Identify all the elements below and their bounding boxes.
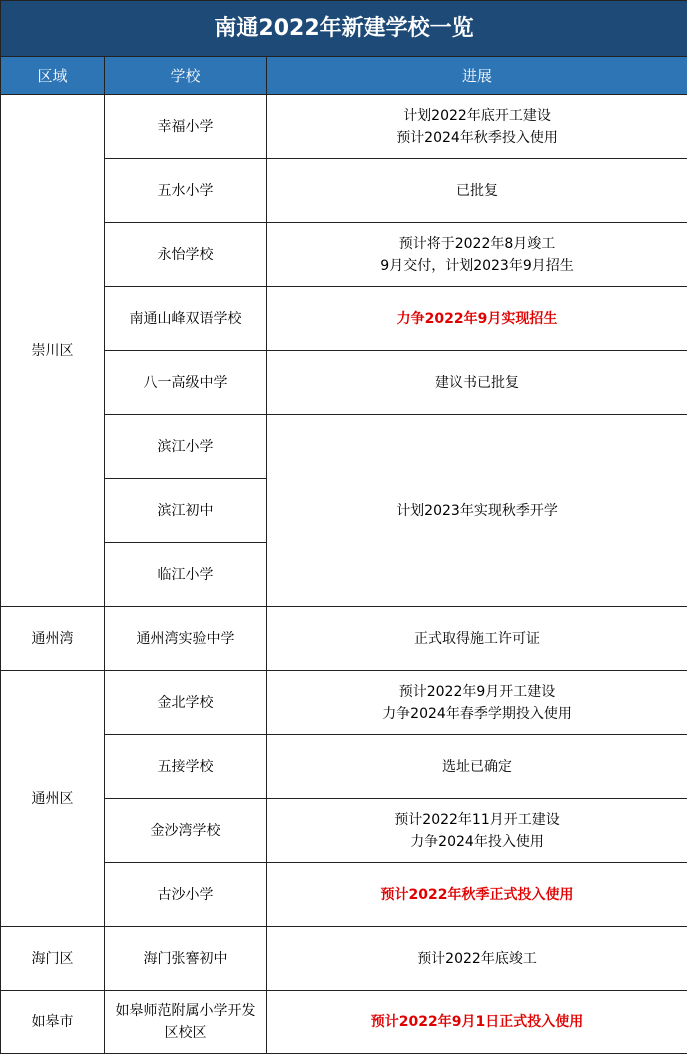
school-cell: 古沙小学 (105, 863, 267, 927)
school-cell: 海门张謇初中 (105, 927, 267, 991)
table-row (1, 95, 687, 159)
progress-line: 预计2022年11月开工建设 (394, 811, 560, 828)
school-cell: 五接学校 (105, 735, 267, 799)
table-row (1, 671, 687, 735)
progress-line: 力争2024年投入使用 (410, 833, 544, 850)
school-cell: 永怡学校 (105, 223, 267, 287)
school-cell: 滨江初中 (105, 479, 267, 543)
progress-line: 计划2022年底开工建设 (403, 107, 551, 124)
progress-line: 预计2024年秋季投入使用 (396, 129, 558, 146)
progress-cell (267, 799, 687, 863)
progress-cell: 建议书已批复 (267, 351, 687, 415)
school-cell: 八一高级中学 (105, 351, 267, 415)
school-cell: 南通山峰双语学校 (105, 287, 267, 351)
progress-cell-highlight: 预计2022年秋季正式投入使用 (267, 863, 687, 927)
school-cell: 滨江小学 (105, 415, 267, 479)
school-cell: 通州湾实验中学 (105, 607, 267, 671)
region-cell: 崇川区 (1, 95, 105, 607)
progress-cell: 已批复 (267, 159, 687, 223)
school-cell: 金沙湾学校 (105, 799, 267, 863)
progress-line: 预计将于2022年8月竣工 (398, 235, 556, 252)
progress-cell-highlight: 力争2022年9月实现招生 (267, 287, 687, 351)
progress-cell (267, 223, 687, 287)
region-cell: 通州区 (1, 671, 105, 927)
region-cell: 海门区 (1, 927, 105, 991)
school-cell: 金北学校 (105, 671, 267, 735)
table-row (1, 927, 687, 991)
table-row (1, 991, 687, 1054)
progress-cell: 计划2023年实现秋季开学 (267, 415, 687, 607)
progress-line: 预计2022年9月开工建设 (398, 683, 556, 700)
table-row (1, 607, 687, 671)
progress-cell: 预计2022年底竣工 (267, 927, 687, 991)
progress-cell: 选址已确定 (267, 735, 687, 799)
table-title: 南通2022年新建学校一览 (1, 1, 687, 57)
progress-line: 力争2024年春季学期投入使用 (382, 705, 572, 722)
progress-line: 9月交付，计划2023年9月招生 (380, 257, 574, 274)
school-cell: 五水小学 (105, 159, 267, 223)
region-cell: 如皋市 (1, 991, 105, 1054)
progress-cell: 正式取得施工许可证 (267, 607, 687, 671)
header-progress: 进展 (267, 57, 687, 95)
school-cell: 临江小学 (105, 543, 267, 607)
progress-cell (267, 95, 687, 159)
school-cell: 如皋师范附属小学开发区校区 (105, 991, 267, 1054)
school-cell: 幸福小学 (105, 95, 267, 159)
header-region: 区域 (1, 57, 105, 95)
header-school: 学校 (105, 57, 267, 95)
progress-cell-highlight: 预计2022年9月1日正式投入使用 (267, 991, 687, 1054)
region-cell: 通州湾 (1, 607, 105, 671)
progress-cell (267, 671, 687, 735)
